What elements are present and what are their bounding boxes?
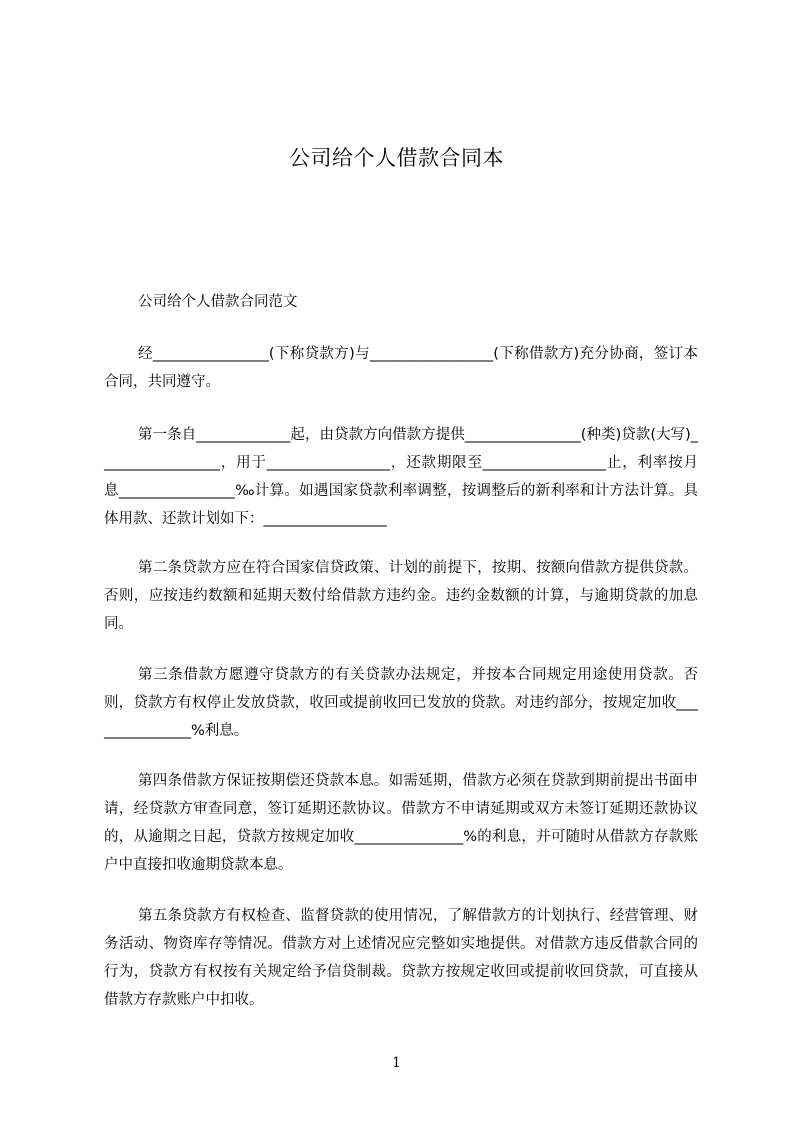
- page-number: 1: [392, 1055, 401, 1071]
- document-subtitle: 公司给个人借款合同范文: [138, 294, 298, 310]
- paragraph-article-3: 第三条借款方愿遵守贷款方的有关贷款办法规定，并按本合同规定用途使用贷款。否则，贷款方有权停止发放贷款，收回或提前收回已发放的贷款。对违约部分，按规定加收_______________%利息。: [104, 667, 698, 739]
- paragraph-article-2: 第二条贷款方应在符合国家信贷政策、计划的前提下，按期、按额向借款方提供贷款。否则，应按违约数额和延期天数付给借款方违约金。违约金数额的计算，与逾期贷款的加息同。: [104, 560, 698, 632]
- document-title: 公司给个人借款合同本: [289, 146, 504, 170]
- paragraph-preamble: 经________________(下称贷款方)与_________________(下称借款方)充分协商，签订本合同，共同遵守。: [104, 346, 698, 390]
- paragraph-article-4: 第四条借款方保证按期偿还贷款本息。如需延期，借款方必须在贷款到期前提出书面申请，经贷款方审查同意，签订延期还款协议。借款方不申请延期或双方未签订延期还款协议的，从逾期之日起，贷款方按规定加收_______________%的利息，并可随时从借款方存款账户中直接扣收逾期贷款本息。: [104, 773, 698, 873]
- paragraph-article-5: 第五条贷款方有权检查、监督贷款的使用情况，了解借款方的计划执行、经营管理、财务活动、物资库存等情况。借款方对上述情况应完整如实地提供。对借款方违反借款合同的行为，贷款方有权按有关规定给予信贷制裁。贷款方按规定收回或提前收回贷款，可直接从借款方存款账户中扣收。: [104, 908, 698, 1008]
- paragraph-article-1: 第一条自_____________起，由贷款方向借款方提供________________(种类)贷款(大写)_________________，用于_________________，还款期限至_________________止，利率按月息________________‰计算。如遇国家贷款利率调整，按调整后的新利率和计方法计算。具体用款、还款计划如下：_________________: [104, 427, 698, 527]
